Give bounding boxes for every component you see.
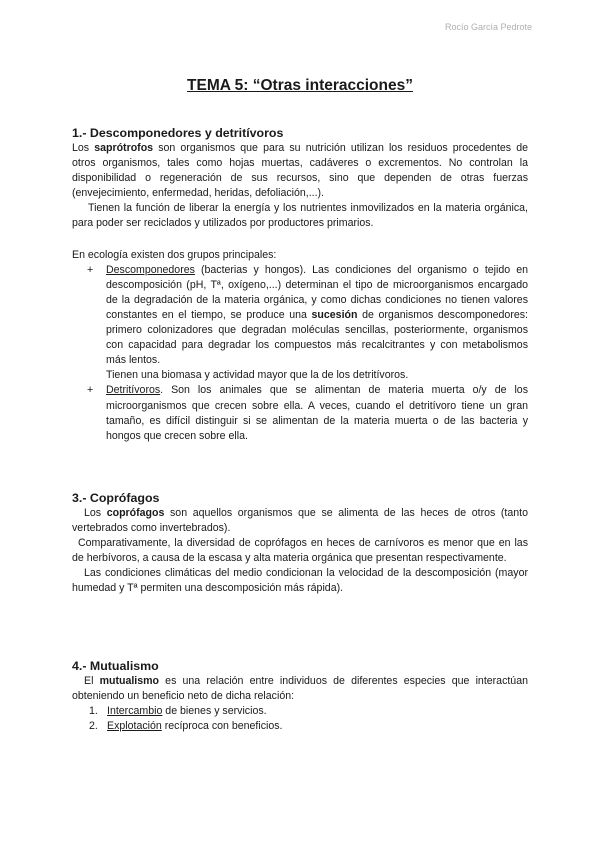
section-descomponedores (72, 125, 528, 444)
paragraph: En ecología existen dos grupos principales: (72, 248, 277, 261)
bold-term: sucesión (311, 308, 358, 321)
section-heading: 3.- Coprófagos (72, 491, 160, 505)
paragraph: Los saprótrofos son organismos que para su nutrición utilizan los residuos procedentes de otros organismos, tales como hojas muertas, cadáveres o excrementos. No controlan la disponibilidad o regeneración de sus recursos, sino que dependen de otras fuerzas (envejecimiento, enfermedad, heridas, defoliación,...). (72, 142, 528, 200)
paragraph: El mutualismo es una relación entre individuos de diferentes especies que interactúan obteniendo un beneficio neto de dicha relación: (72, 675, 528, 703)
author-name: Rocío García Pedrote (444, 22, 532, 32)
bold-term: mutualismo (99, 675, 160, 687)
section-heading: 4.- Mutualismo (72, 659, 159, 673)
section-mutualismo (72, 658, 528, 734)
numbered-list (72, 704, 528, 734)
section-heading: 1.- Descomponedores y detritívoros (72, 126, 284, 140)
list-item: + Descomponedores (bacterias y hongos). Las condiciones del organismo o tejido en descomposición (pH, Tª, oxígeno,...) determinan el tipo de microorganismos encargado de la degradación de la materia orgánica, y como dichas condiciones no tienen valores constantes en el tiempo, se produce una sucesión de organismos descomponedores: primero colonizadores que degradan moléculas sencillas, posteriormente, organismos con capacidad para degradar los compuestos más recalcitrantes y con metabolismos más lentos. Tienen una biomasa y actividad mayor que la de los detritívoros. (72, 263, 528, 384)
page-title: TEMA 5: “Otras interacciones” (187, 77, 413, 94)
paragraph: Comparativamente, la diversidad de coprófagos en heces de carnívoros es menor que en las de herbívoros, a causa de la escasa y alta materia orgánica que presentan respectivamente. (72, 537, 528, 565)
paragraph: Las condiciones climáticas del medio condicionan la velocidad de la descomposición (mayor humedad y Tª permiten una descomposición más rápida). (72, 567, 528, 595)
underlined-term: Detritívoros (106, 384, 161, 397)
paragraph: Tienen la función de liberar la energía y los nutrientes inmovilizados en la materia orgánica, para poder ser reciclados y utilizados por productores primarios. (72, 202, 528, 230)
bold-term: saprótrofos (94, 142, 154, 154)
underlined-term: Descomponedores (106, 263, 195, 276)
paragraph: Los coprófagos son aquellos organismos que se alimenta de las heces de otros (tanto vertebrados como invertebrados). (72, 507, 528, 535)
list-item-note: Tienen una biomasa y actividad mayor que la de los detritívoros. (106, 369, 409, 382)
bullet-mark: + (87, 384, 94, 397)
list-item: 2. Explotación recíproca con beneficios. (72, 719, 528, 734)
underlined-term: Intercambio (107, 705, 163, 718)
list-number: 1. (89, 705, 98, 718)
bold-term: coprófagos (106, 507, 165, 519)
list-item: + Detritívoros. Son los animales que se alimentan de materia muerta o/y de los microorganismos que crecen sobre ella. A veces, cuando el detritívoro tiene un gran tamaño, es difícil distinguir si se alimentan de la materia muerta o de las bacteria y hongos que crecen sobre ella. (87, 384, 528, 442)
section-coprofagos (72, 490, 528, 597)
underlined-term: Explotación (107, 720, 162, 733)
list-number: 2. (89, 720, 98, 733)
bullet-list (72, 263, 528, 444)
bullet-mark: + (87, 263, 94, 276)
list-item: 1. Intercambio de bienes y servicios. (72, 704, 528, 719)
